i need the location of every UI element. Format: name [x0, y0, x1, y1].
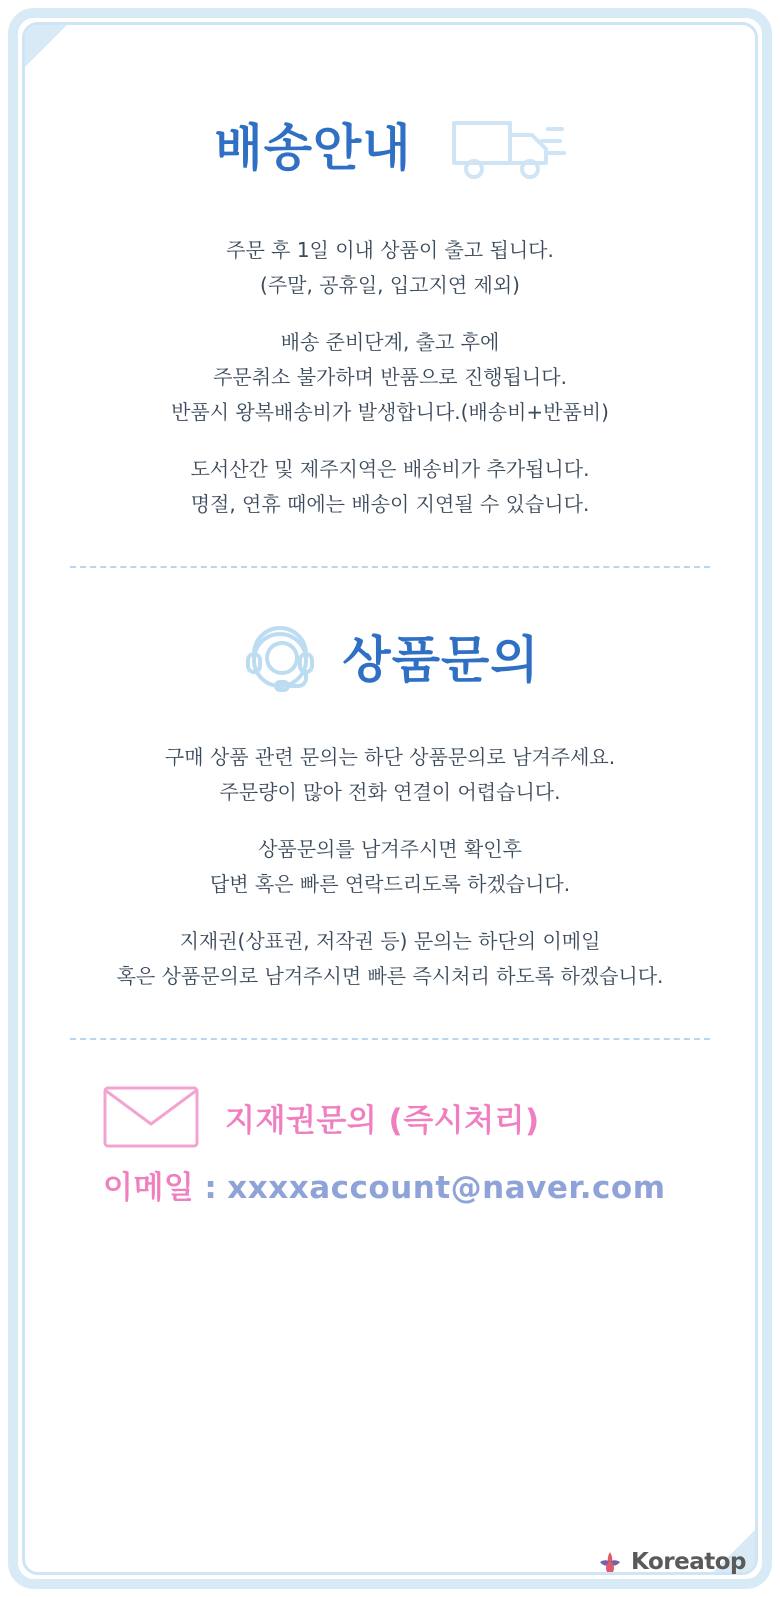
delivery-line-7: 명절, 연휴 때에는 배송이 지연될 수 있습니다.: [190, 492, 590, 516]
delivery-line-1: 주문 후 1일 이내 상품이 출고 됩니다.: [226, 238, 554, 262]
inquiry-line-5: 지재권(상표권, 저작권 등) 문의는 하단의 이메일: [179, 929, 601, 953]
email-heading-row: [103, 1086, 721, 1148]
inquiry-body: [59, 740, 721, 994]
inquiry-line-6: 혹은 상품문의로 남겨주시면 빠른 즉시처리 하도록 하겠습니다.: [116, 964, 664, 988]
truck-icon: [436, 103, 566, 193]
headset-icon: [240, 620, 320, 700]
inquiry-title-row: [59, 620, 721, 700]
delivery-line-2: (주말, 공휴일, 입고지연 제외): [260, 273, 520, 297]
inquiry-line-3: 상품문의를 남겨주시면 확인후: [258, 837, 522, 861]
delivery-line-3: 배송 준비단계, 출고 후에: [280, 330, 500, 354]
watermark: [597, 1549, 746, 1575]
email-address-row: [103, 1162, 721, 1207]
email-label: 이메일: [103, 1170, 195, 1206]
email-block: [59, 1086, 721, 1207]
page-content: [25, 25, 755, 1572]
lotus-icon: [597, 1549, 623, 1575]
inquiry-line-4: 답변 혹은 빠른 연락드리도록 하겠습니다.: [209, 872, 571, 896]
delivery-title: 배송안내: [214, 119, 412, 177]
email-heading: 지재권문의 (즉시처리): [225, 1102, 540, 1139]
inquiry-line-2: 주문량이 많아 전화 연결이 어렵습니다.: [219, 780, 561, 804]
watermark-text: Koreatop: [631, 1549, 746, 1575]
inquiry-section: [59, 620, 721, 994]
delivery-title-row: [59, 103, 721, 193]
inquiry-title: 상품문의: [342, 631, 540, 689]
delivery-line-5: 반품시 왕복배송비가 발생합니다.(배송비+반품비): [171, 400, 609, 424]
divider-1: [70, 566, 710, 568]
inquiry-line-1: 구매 상품 관련 문의는 하단 상품문의로 남겨주세요.: [164, 745, 616, 769]
inner-frame: [22, 22, 758, 1575]
mail-icon: [103, 1086, 199, 1148]
email-address[interactable]: xxxxaccount@naver.com: [227, 1170, 666, 1206]
delivery-line-4: 주문취소 불가하며 반품으로 진행됩니다.: [213, 365, 567, 389]
divider-2: [70, 1038, 710, 1040]
delivery-line-6: 도서산간 및 제주지역은 배송비가 추가됩니다.: [190, 457, 590, 481]
delivery-body: [59, 233, 721, 522]
email-separator: :: [204, 1170, 218, 1206]
